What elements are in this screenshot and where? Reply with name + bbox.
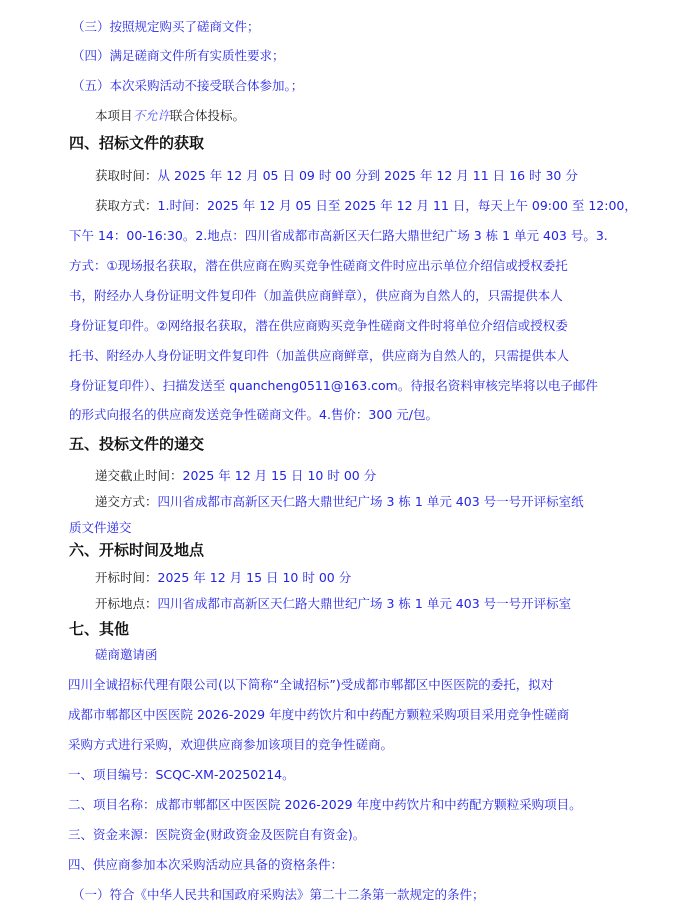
section-heading: 四、招标文件的获取	[69, 134, 205, 152]
point-item: 三、资金来源：医院资金(财政资金及医院自有资金)。	[68, 827, 366, 842]
label: 递交方式：	[95, 494, 158, 509]
value: 1.时间：2025 年 12 月 05 日至 2025 年 12 月 11 日，每天上午 09:00 至 12:00，	[157, 198, 637, 213]
text-line: 书，附经办人身份证明文件复印件（加盖供应商鲜章），供应商为自然人的，只需提供本人	[69, 288, 563, 303]
value: 2025 年 12 月 15 日 10 时 00 分	[182, 468, 377, 483]
label: 递交截止时间：	[95, 468, 183, 483]
text-line: 四川全诚招标代理有限公司(以下简称“全诚招标”)受成都市郫都区中医医院的委托，拟对	[68, 677, 554, 692]
label: 开标时间：	[95, 570, 158, 585]
email-line: 身份证复印件）、扫描发送至 quancheng0511@163.com。待报名资料审核完毕将以电子邮件	[69, 378, 598, 393]
label: 联合体投标。	[170, 108, 246, 123]
text-line: 方式：①现场报名获取，潜在供应商在购买竞争性磋商文件时应出示单位介绍信或授权委托	[69, 258, 568, 273]
label: 获取时间：	[95, 168, 158, 183]
label: 本项目	[95, 108, 133, 123]
value: 四川省成都市高新区天仁路大鼎世纪广场 3 栋 1 单元 403 号一号开评标室纸	[157, 494, 584, 509]
label: 获取方式：	[95, 198, 158, 213]
text-line: 的形式向报名的供应商发送竞争性磋商文件。4.售价：300 元/包。	[69, 407, 438, 422]
section-heading: 五、投标文件的递交	[69, 435, 205, 453]
text-line: 质文件递交	[69, 520, 132, 535]
requirement-item: （四）满足磋商文件所有实质性要求；	[72, 48, 285, 63]
value: 2025 年 12 月 15 日 10 时 00 分	[157, 570, 352, 585]
consortium-value: 不允许	[132, 108, 171, 123]
text-line: 托书、附经办人身份证明文件复印件（加盖供应商鲜章，供应商为自然人的，只需提供本人	[69, 348, 570, 363]
text-line: 下午 14：00-16:30。2.地点：四川省成都市高新区天仁路大鼎世纪广场 3 栋 1 单元 403 号。3.	[69, 228, 608, 243]
section-heading: 六、开标时间及地点	[69, 541, 205, 559]
point-item: （一）符合《中华人民共和国政府采购法》第二十二条第一款规定的条件；	[72, 887, 485, 902]
text-line: 成都市郫都区中医医院 2026-2029 年度中药饮片和中药配方颗粒采购项目采用竞争性磋商	[68, 707, 570, 722]
value: 四川省成都市高新区天仁路大鼎世纪广场 3 栋 1 单元 403 号一号开评标室	[157, 596, 572, 611]
point-item: 四、供应商参加本次采购活动应具备的资格条件：	[68, 857, 344, 872]
point-item: 二、项目名称：成都市郫都区中医医院 2026-2029 年度中药饮片和中药配方颗粒采购项目。	[68, 797, 582, 812]
section-heading: 七、其他	[69, 620, 130, 638]
subtitle: 磋商邀请函	[95, 647, 158, 662]
point-item: 一、项目编号：SCQC-XM-20250214。	[68, 767, 295, 782]
text-line: 身份证复印件。②网络报名获取，潜在供应商购买竞争性磋商文件时将单位介绍信或授权委	[69, 318, 568, 333]
text-line: 采购方式进行采购，欢迎供应商参加该项目的竞争性磋商。	[68, 737, 394, 752]
value: 从 2025 年 12 月 05 日 09 时 00 分到 2025 年 12 月 11 日 16 时 30 分	[157, 168, 578, 183]
label: 开标地点：	[95, 596, 158, 611]
requirement-item: （五）本次采购活动不接受联合体参加。；	[72, 78, 304, 93]
requirement-item: （三）按照规定购买了磋商文件；	[72, 19, 260, 34]
consortium-line	[95, 108, 245, 124]
